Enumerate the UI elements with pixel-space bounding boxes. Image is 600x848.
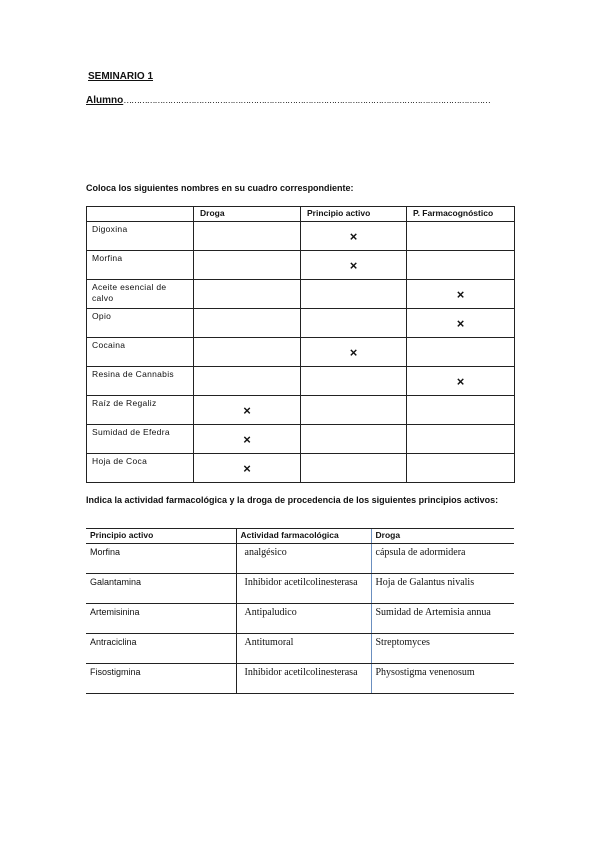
cell-farmaco[interactable] — [407, 309, 515, 338]
cell-droga[interactable]: Hoja de Galantus nivalis — [371, 574, 514, 604]
section2-instruction: Indica la actividad farmacológica y la droga de procedencia de los siguientes principios activos: — [86, 495, 499, 505]
cell-farmaco[interactable] — [407, 454, 515, 483]
header-actividad: Actividad farmacológica — [236, 529, 371, 544]
cell-droga[interactable] — [194, 367, 301, 396]
row-name: Aceite esencial de calvo — [87, 280, 194, 309]
row-name: Digoxina — [87, 222, 194, 251]
cell-principio[interactable] — [301, 425, 407, 454]
cell-principio[interactable] — [301, 222, 407, 251]
table-row — [87, 425, 515, 454]
cell-principio-activo[interactable]: Antraciclina — [86, 634, 236, 664]
row-name: Sumidad de Efedra — [87, 425, 194, 454]
row-name: Cocaina — [87, 338, 194, 367]
check-mark-icon: × — [243, 402, 251, 418]
header-p-farmacognostico: P. Farmacognóstico — [407, 207, 515, 222]
cell-droga[interactable] — [194, 222, 301, 251]
cell-principio-activo[interactable]: Fisostigmina — [86, 664, 236, 694]
cell-principio[interactable] — [301, 338, 407, 367]
table-row — [87, 338, 515, 367]
row-name: Morfina — [87, 251, 194, 280]
cell-droga[interactable] — [194, 425, 301, 454]
cell-droga[interactable]: cápsula de adormidera — [371, 544, 514, 574]
table-row — [86, 634, 514, 664]
table-row — [87, 396, 515, 425]
table-row — [87, 251, 515, 280]
check-mark-icon: × — [349, 257, 358, 273]
table-row — [86, 664, 514, 694]
cell-droga[interactable]: Physostigma venenosum — [371, 664, 514, 694]
student-name-field[interactable] — [86, 95, 490, 106]
cell-principio[interactable] — [301, 309, 407, 338]
table-row — [86, 574, 514, 604]
cell-principio[interactable] — [301, 251, 407, 280]
header-principio-activo: Principio activo — [301, 207, 407, 222]
cell-principio[interactable] — [301, 367, 407, 396]
row-name: Resina de Cannabis — [87, 367, 194, 396]
table-row — [87, 309, 515, 338]
table-row — [87, 280, 515, 309]
cell-droga[interactable] — [194, 309, 301, 338]
alumno-label: Alumno — [86, 95, 124, 106]
check-mark-icon: × — [243, 431, 251, 447]
table-row — [87, 222, 515, 251]
cell-principio[interactable] — [301, 454, 407, 483]
cell-droga[interactable] — [194, 251, 301, 280]
activity-table — [86, 528, 514, 694]
table-row — [87, 454, 515, 483]
cell-farmaco[interactable] — [407, 425, 515, 454]
cell-droga[interactable] — [194, 396, 301, 425]
row-name: Hoja de Coca — [87, 454, 194, 483]
cell-droga[interactable] — [194, 454, 301, 483]
table-row — [87, 367, 515, 396]
cell-droga[interactable]: Sumidad de Artemisia annua — [371, 604, 514, 634]
activity-header-row — [86, 529, 514, 544]
table-row — [86, 544, 514, 574]
cell-principio-activo[interactable]: Artemisinina — [86, 604, 236, 634]
section1-instruction: Coloca los siguientes nombres en su cuadro correspondiente: — [86, 183, 354, 193]
cell-actividad[interactable]: Inhibidor acetilcolinesterasa — [236, 664, 371, 694]
row-name: Raíz de Regaliz — [87, 396, 194, 425]
check-mark-icon: × — [349, 344, 358, 360]
check-mark-icon: × — [456, 286, 465, 302]
classification-table — [86, 206, 515, 483]
cell-principio-activo[interactable]: Galantamina — [86, 574, 236, 604]
cell-farmaco[interactable] — [407, 367, 515, 396]
cell-actividad[interactable]: analgésico — [236, 544, 371, 574]
cell-actividad[interactable]: Inhibidor acetilcolinesterasa — [236, 574, 371, 604]
cell-farmaco[interactable] — [407, 338, 515, 367]
cell-farmaco[interactable] — [407, 251, 515, 280]
check-mark-icon: × — [243, 460, 251, 476]
cell-actividad[interactable]: Antipaludico — [236, 604, 371, 634]
cell-farmaco[interactable] — [407, 222, 515, 251]
cell-principio[interactable] — [301, 396, 407, 425]
classification-header-row — [87, 207, 515, 222]
cell-principio-activo[interactable]: Morfina — [86, 544, 236, 574]
table-row — [86, 604, 514, 634]
check-mark-icon: × — [349, 228, 358, 244]
header-empty — [87, 207, 194, 222]
cell-actividad[interactable]: Antitumoral — [236, 634, 371, 664]
page-title: SEMINARIO 1 — [88, 71, 154, 82]
cell-farmaco[interactable] — [407, 280, 515, 309]
cell-droga[interactable] — [194, 338, 301, 367]
header-droga: Droga — [371, 529, 514, 544]
cell-principio[interactable] — [301, 280, 407, 309]
header-principio-activo: Principio activo — [86, 529, 236, 544]
header-droga: Droga — [194, 207, 301, 222]
cell-droga[interactable] — [194, 280, 301, 309]
check-mark-icon: × — [456, 373, 465, 389]
cell-farmaco[interactable] — [407, 396, 515, 425]
cell-droga[interactable]: Streptomyces — [371, 634, 514, 664]
alumno-blank-line: …………………………………………………………………………………………………………………………… — [123, 95, 490, 105]
check-mark-icon: × — [456, 315, 465, 331]
row-name: Opio — [87, 309, 194, 338]
